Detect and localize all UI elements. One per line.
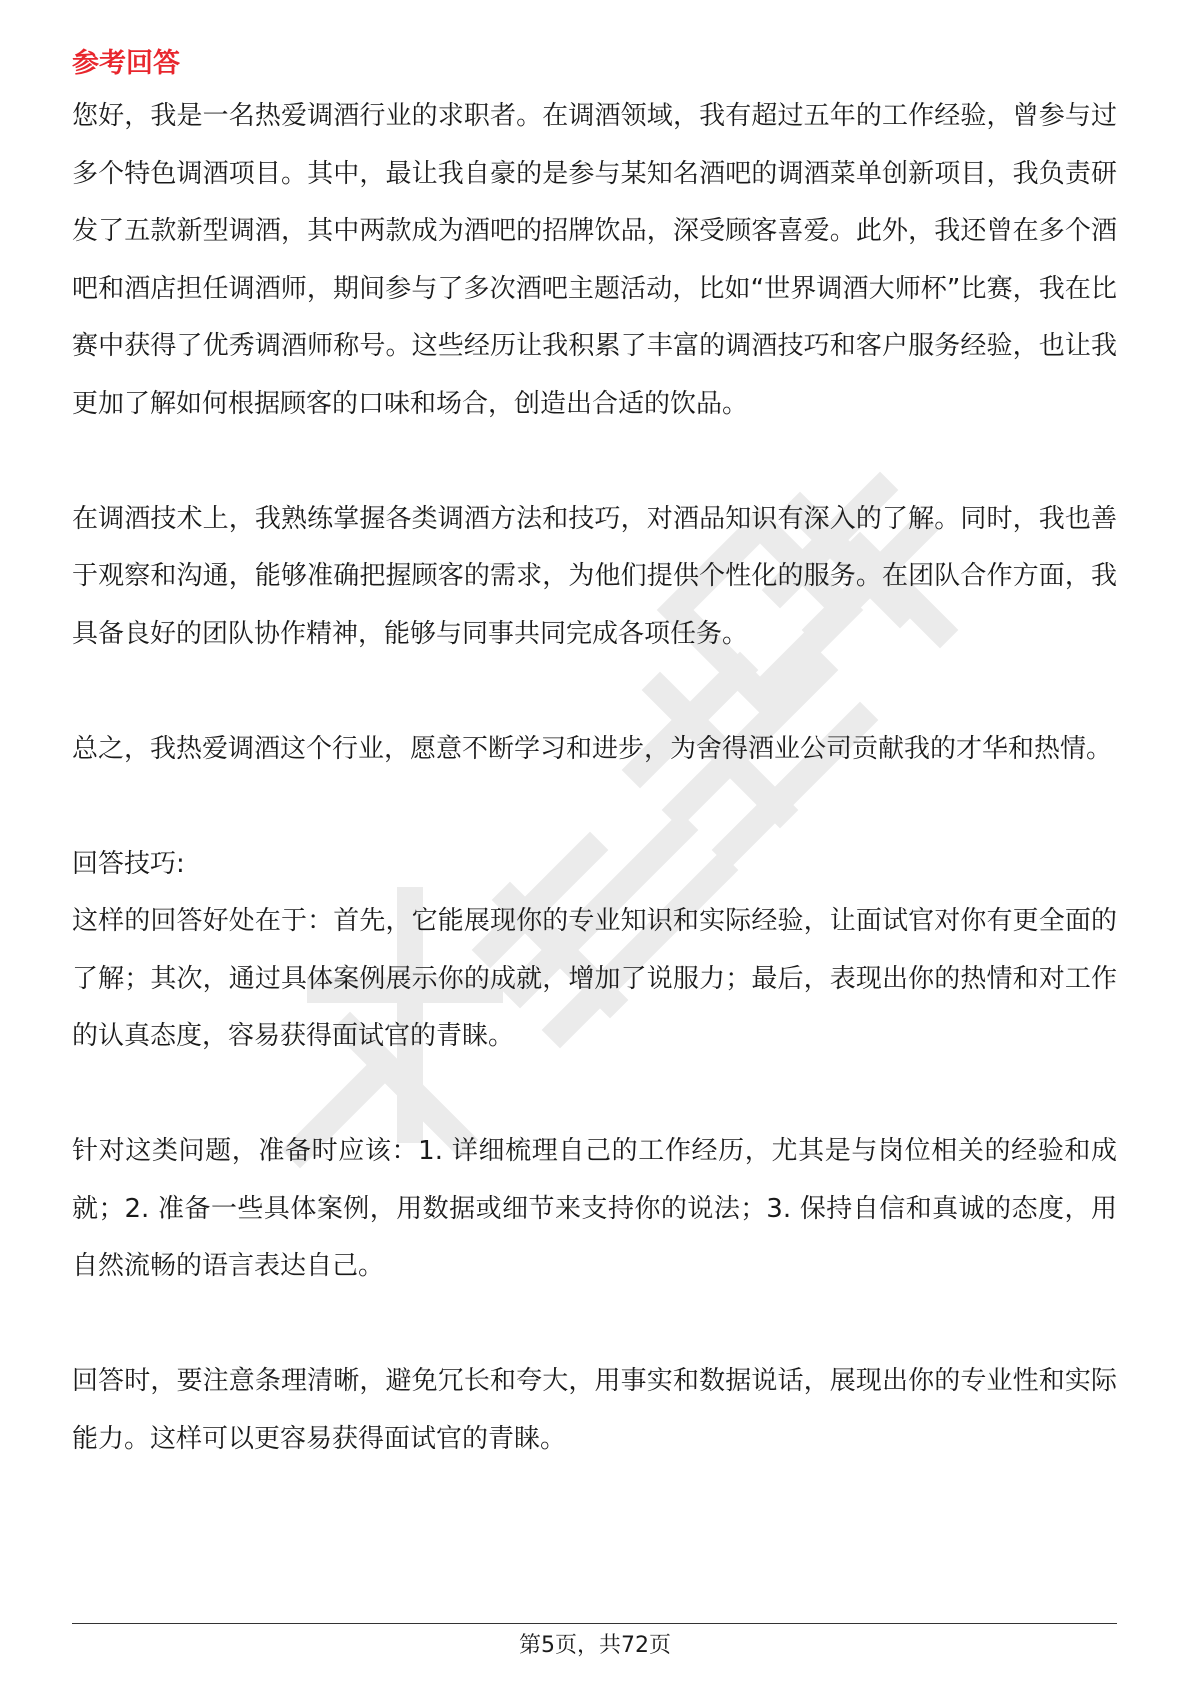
footer-divider	[72, 1623, 1117, 1624]
tips-heading: 回答技巧:	[72, 848, 185, 879]
paragraph-spacer	[72, 778, 1117, 836]
tips-paragraph-3: 回答时，要注意条理清晰，避免冗长和夸大，用事实和数据说话，展现出你的专业性和实际能力。这样可以更容易获得面试官的青睐。	[72, 1366, 1117, 1454]
paragraph-spacer	[72, 433, 1117, 491]
paragraph-spacer	[72, 1296, 1117, 1354]
section-title: 参考回答	[72, 48, 180, 79]
paragraph-spacer	[72, 663, 1117, 721]
answer-paragraph-2: 在调酒技术上，我熟练掌握各类调酒方法和技巧，对酒品知识有深入的了解。同时，我也善于观察和沟通，能够准确把握顾客的需求，为他们提供个性化的服务。在团队合作方面，我具备良好的团队协作精神，能够与同事共同完成各项任务。	[72, 503, 1117, 649]
tips-paragraph-2: 针对这类问题，准备时应该：1. 详细梳理自己的工作经历，尤其是与岗位相关的经验和成就；2. 准备一些具体案例，用数据或细节来支持你的说法；3. 保持自信和真诚的态度，用自然流畅的语言表达自己。	[72, 1136, 1117, 1281]
tips-paragraph-1: 这样的回答好处在于：首先，它能展现你的专业知识和实际经验，让面试官对你有更全面的了解；其次，通过具体案例展示你的成就，增加了说服力；最后，表现出你的热情和对工作的认真态度，容易获得面试官的青睐。	[72, 906, 1117, 1051]
main-content	[72, 46, 1117, 1468]
answer-paragraph-1: 您好，我是一名热爱调酒行业的求职者。在调酒领域，我有超过五年的工作经验，曾参与过多个特色调酒项目。其中，最让我自豪的是参与某知名酒吧的调酒菜单创新项目，我负责研发了五款新型调酒，其中两款成为酒吧的招牌饮品，深受顾客喜爱。此外，我还曾在多个酒吧和酒店担任调酒师，期间参与了多次酒吧主题活动，比如“世界调酒大师杯”比赛，我在比赛中获得了优秀调酒师称号。这些经历让我积累了丰富的调酒技巧和客户服务经验，也让我更加了解如何根据顾客的口味和场合，创造出合适的饮品。	[72, 101, 1117, 419]
paragraph-spacer	[72, 1066, 1117, 1124]
page-number: 第5页，共72页	[519, 1633, 671, 1658]
answer-paragraph-3: 总之，我热爱调酒这个行业，愿意不断学习和进步，为舍得酒业公司贡献我的才华和热情。	[72, 733, 1113, 764]
